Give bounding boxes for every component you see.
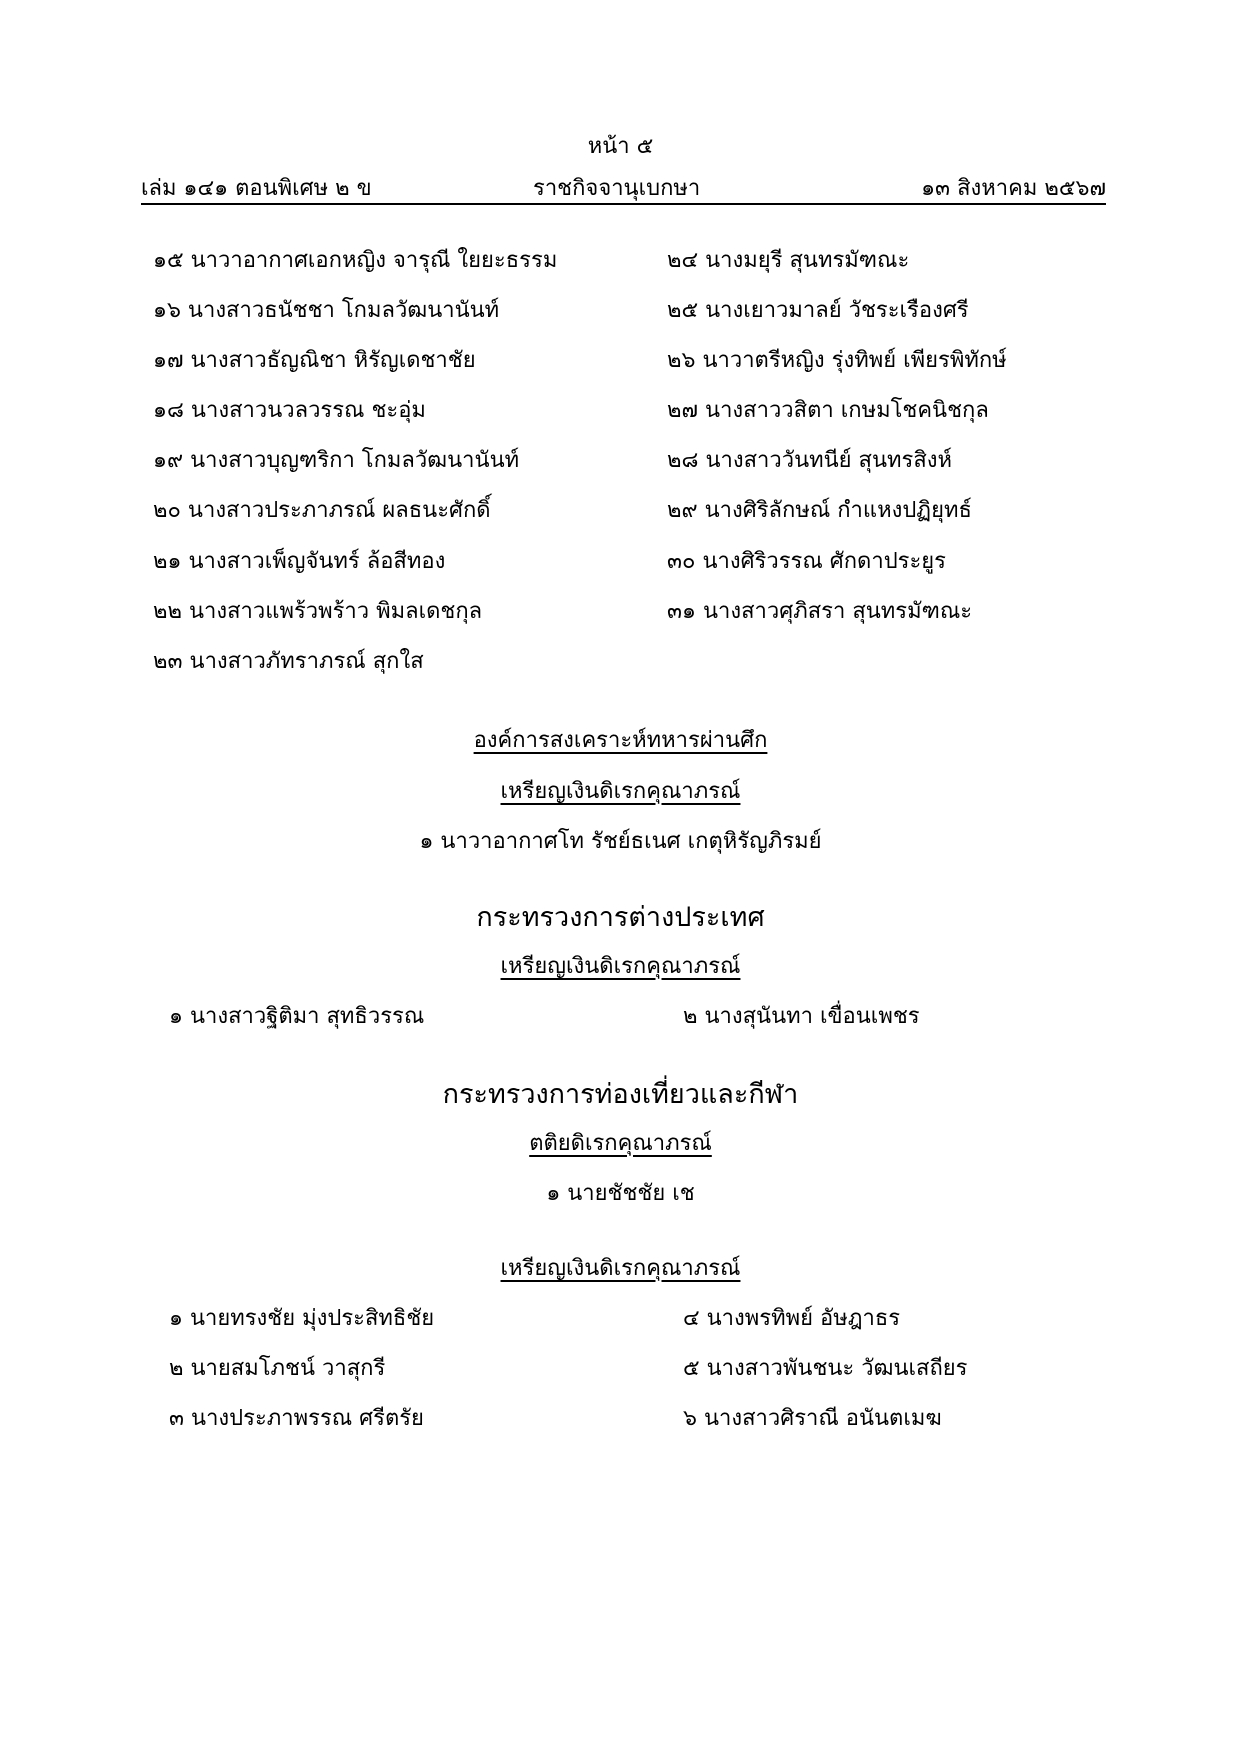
list-item: ๒๑ นางสาวเพ็ญจันทร์ ล้อสีทอง: [153, 549, 446, 574]
ministry-heading: กระทรวงการต่างประเทศ: [476, 902, 765, 933]
list-item: ๒๐ นางสาวประภาภรณ์ ผลธนะศักดิ์: [153, 498, 491, 523]
list-item: ๒๒ นางสาวแพร้วพร้าว พิมลเดชกุล: [153, 599, 483, 624]
publication-date: ๑๓ สิงหาคม ๒๕๖๗: [921, 176, 1106, 201]
list-item: ๑ นายชัชชัย เช: [546, 1181, 695, 1206]
org-heading: องค์การสงเคราะห์ทหารผ่านศึก: [473, 728, 768, 753]
list-item: ๒๖ นาวาตรีหญิง รุ่งทิพย์ เพียรพิทักษ์: [667, 348, 1007, 373]
list-item: ๑๗ นางสาวธัญณิชา หิรัญเดชาชัย: [153, 348, 476, 373]
list-item: ๓ นางประภาพรรณ ศรีตรัย: [169, 1406, 424, 1431]
list-item: ๒๙ นางศิริลักษณ์ กำแหงปฏิยุทธ์: [667, 498, 972, 523]
medal-heading: เหรียญเงินดิเรกคุณาภรณ์: [500, 779, 741, 804]
list-item: ๖ นางสาวศิราณี อนันตเมฆ: [683, 1406, 942, 1431]
list-item: ๕ นางสาวพันชนะ วัฒนเสถียร: [683, 1356, 968, 1381]
ministry-heading: กระทรวงการท่องเที่ยวและกีฬา: [442, 1079, 799, 1110]
medal-heading: เหรียญเงินดิเรกคุณาภรณ์: [500, 954, 741, 979]
list-item: ๒๕ นางเยาวมาลย์ วัชระเรืองศรี: [667, 298, 969, 323]
list-item: ๑ นางสาวฐิติมา สุทธิวรรณ: [169, 1004, 425, 1029]
list-item: ๓๑ นางสาวศุภิสรา สุนทรมัฑณะ: [667, 599, 973, 624]
gazette-header: [141, 170, 1106, 201]
list-item: ๓๐ นางศิริวรรณ ศักดาประยูร: [667, 549, 946, 574]
volume-issue: เล่ม ๑๔๑ ตอนพิเศษ ๒ ข: [141, 176, 372, 201]
list-item: ๒๓ นางสาวภัทราภรณ์ สุกใส: [153, 649, 424, 674]
gazette-title: ราชกิจจานุเบกษา: [533, 176, 701, 201]
medal-heading: ตติยดิเรกคุณาภรณ์: [529, 1131, 712, 1156]
list-item: ๒๔ นางมยุรี สุนทรมัฑณะ: [667, 248, 910, 273]
page-number: หน้า ๕: [587, 134, 654, 159]
list-item: ๑๖ นางสาวธนัชชา โกมลวัฒนานันท์: [153, 298, 500, 323]
list-item: ๒๘ นางสาววันทนีย์ สุนทรสิงห์: [667, 448, 953, 473]
list-item: ๒ นายสมโภชน์ วาสุกรี: [169, 1356, 386, 1381]
header-rule: [141, 203, 1106, 205]
list-item: ๑๘ นางสาวนวลวรรณ ชะอุ่ม: [153, 398, 426, 423]
list-item: ๒ นางสุนันทา เขื่อนเพชร: [683, 1004, 920, 1029]
medal-heading: เหรียญเงินดิเรกคุณาภรณ์: [500, 1256, 741, 1281]
list-item: ๑๙ นางสาวบุญฑริกา โกมลวัฒนานันท์: [153, 448, 520, 473]
list-item: ๔ นางพรทิพย์ อัษฎาธร: [683, 1306, 901, 1331]
list-item: ๑ นาวาอากาศโท รัชย์ธเนศ เกตุหิรัญภิรมย์: [419, 829, 822, 854]
list-item: ๒๗ นางสาววสิตา เกษมโชคนิชกุล: [667, 398, 989, 423]
list-item: ๑ นายทรงชัย มุ่งประสิทธิชัย: [169, 1306, 435, 1331]
list-item: ๑๕ นาวาอากาศเอกหญิง จารุณี ใยยะธรรม: [153, 248, 558, 273]
